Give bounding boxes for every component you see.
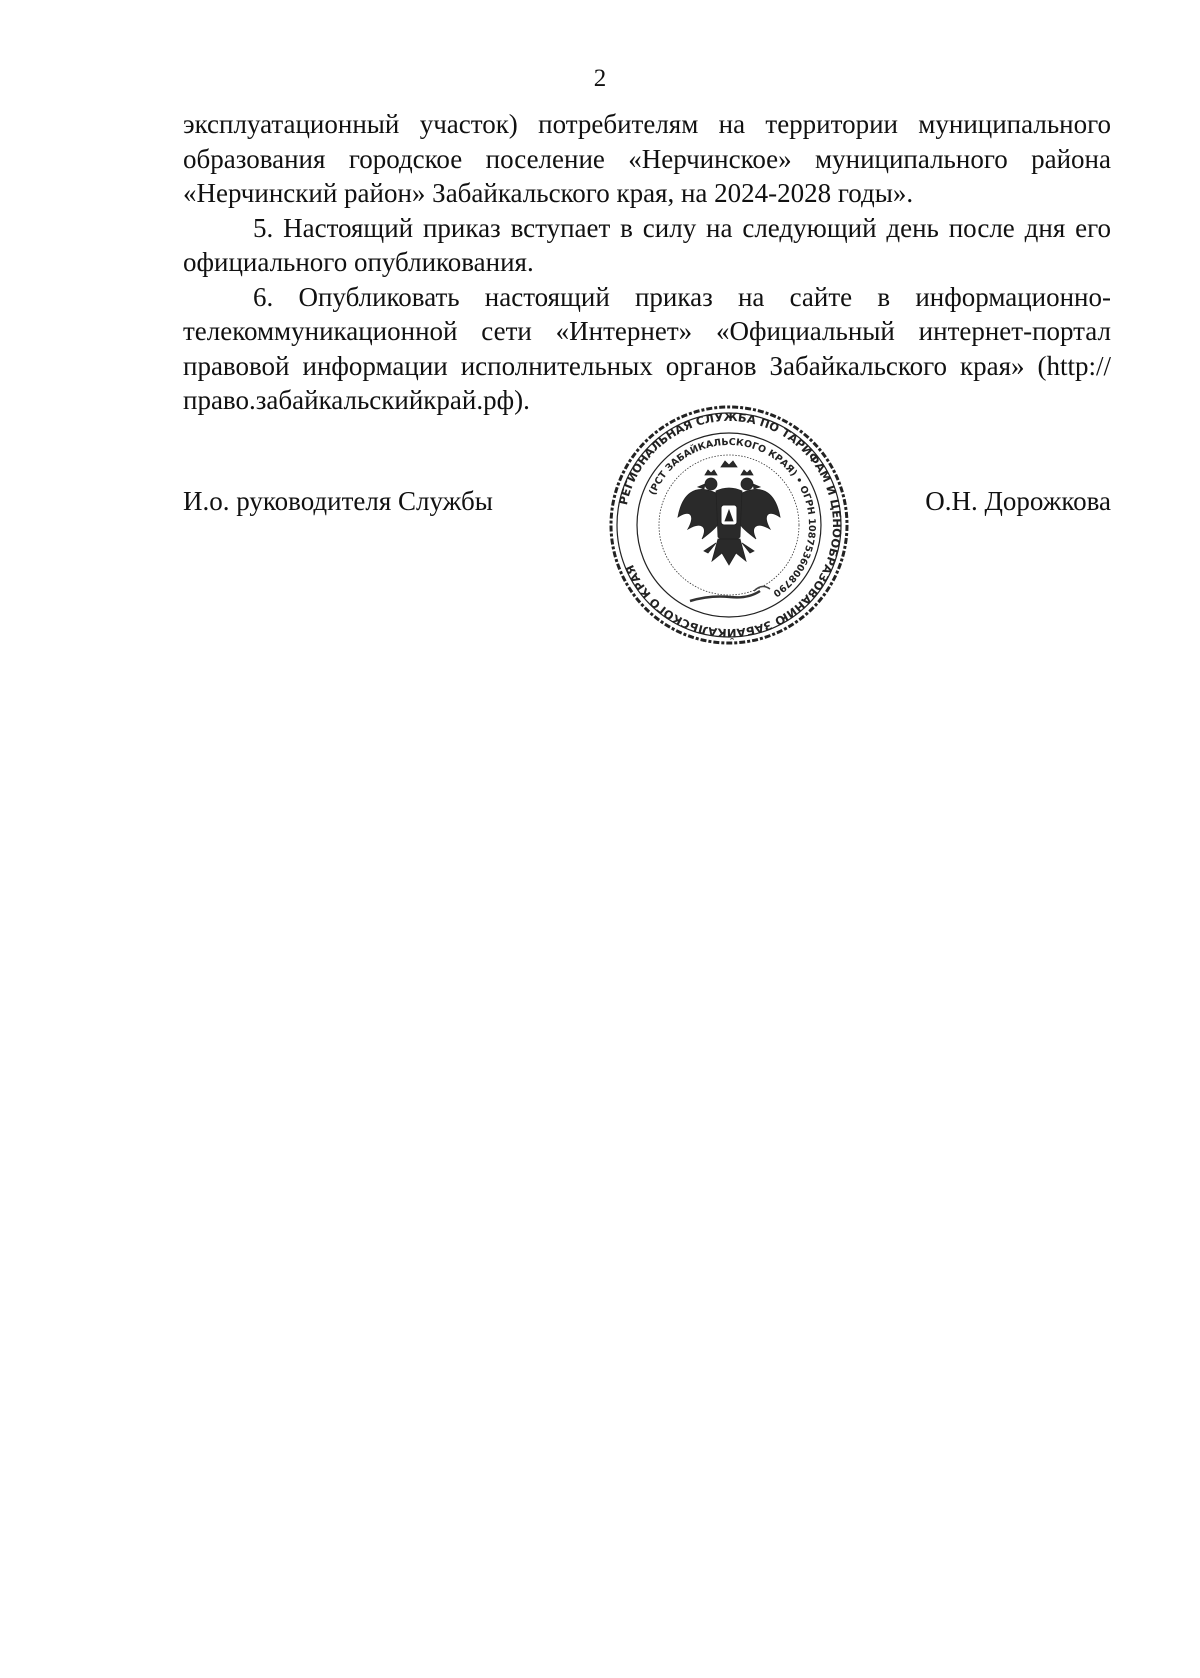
double-headed-eagle-icon (678, 461, 780, 565)
paragraph-item-5: 5. Настоящий приказ вступает в силу на следующий день после дня его официального опубликования. (183, 212, 1111, 277)
signature-role: И.о. руководителя Службы (183, 486, 493, 516)
signature-name: О.Н. Дорожкова (925, 486, 1111, 516)
paragraph-continuation: эксплуатационный участок) потребителям на территории муниципального образования городское поселение «Нерчинское» муниципального района «Нерчинский район» Забайкальского края, на 2024-2028 годы». (183, 109, 1111, 208)
seal-icon (604, 405, 854, 645)
official-seal (604, 405, 854, 645)
seal-outer-text: РЕГИОНАЛЬНАЯ СЛУЖБА ПО ТАРИФАМ И ЦЕНООБРАЗОВАНИЮ ЗАБАЙКАЛЬСКОГО КРАЯ (616, 409, 845, 641)
document-body (183, 107, 1111, 418)
page-number: 2 (593, 65, 607, 92)
seal-inner-text: (РСТ ЗАБАЙКАЛЬСКОГО КРАЯ) • ОГРН 1087536008790 (647, 436, 818, 599)
paragraph-item-6: 6. Опубликовать настоящий приказ на сайте в информационно-телекоммуникационной сети «Интернет» «Официальный интернет-портал правовой информации исполнительных органов Забайкальского края» (http://право.забайкальскийкрай.рф). (183, 281, 1111, 415)
